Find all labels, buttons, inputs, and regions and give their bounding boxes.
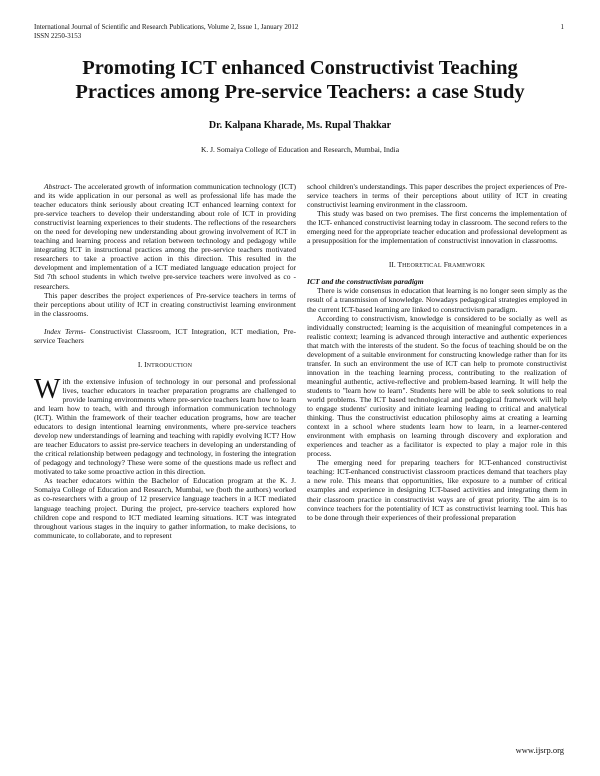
framework-paragraph-3: The emerging need for preparing teachers for ICT-enhanced constructivist teaching: ICT-enhanced constructivist classroom practices demand that teachers play a new role. This means that opportunities, like exposure to a number of critical examples and experience in designing ICT-based activities and integrating them in their classroom practice in constructivist ways are of great priority. The aim is to convince teachers for the potentiality of ICT as constructivist learning tool. This has to be done through their experiences of their professional preparation xyxy=(307,458,567,522)
abstract-label: Abstract- xyxy=(44,182,73,191)
title-line-2: Practices among Pre-service Teachers: a case Study xyxy=(75,81,525,103)
index-terms-label: Index Terms- xyxy=(44,326,86,336)
framework-paragraph-1: There is wide consensus in education that learning is no longer seen simply as the result of a transmission of knowledge. Nowadays pedagogical strategies employed in the current ICT-based learning are linked to constructivism paradigm. xyxy=(307,286,567,314)
issn: ISSN 2250-3153 xyxy=(34,32,82,40)
index-terms-text: Constructivist Classroom, ICT Integration, ICT mediation, Pre-service Teachers xyxy=(34,326,296,345)
journal-citation: International Journal of Scientific and Research Publications, Volume 2, Issue 1, January 2012 xyxy=(34,23,299,31)
intro-continuation: school children's understandings. This paper describes the project experiences of Pre-service teachers in terms of their perceptions about utility of ICT in creating constructivist learning environment in the classroom. xyxy=(307,182,567,210)
authors: Dr. Kalpana Kharade, Ms. Rupal Thakkar xyxy=(208,120,392,131)
running-header xyxy=(34,23,298,41)
index-terms xyxy=(34,327,296,345)
title-line-1: Promoting ICT enhanced Constructivist Teaching xyxy=(82,57,518,79)
abstract-paragraph-2: This paper describes the project experiences of Pre-service teachers in terms of their perceptions about utility of ICT in creating constructivist learning environment in the classrooms. xyxy=(34,290,296,318)
section-numeral: II. xyxy=(388,260,396,270)
footer-url: www.ijsrp.org xyxy=(515,745,564,755)
section-first-letter: T xyxy=(397,260,403,270)
section-rest: RAMEWORK xyxy=(447,263,486,270)
section-first-letter: F xyxy=(443,260,448,270)
intro-paragraph-1 xyxy=(34,373,296,477)
section-numeral: I. xyxy=(137,359,143,369)
abstract-text: The accelerated growth of information communication technology (ICT) and its wide application in our personal as well as professional life has made the teacher educators think seriously about creating ICT enhanced learning context for pre-service teachers to develop their understanding about role of ICT in providing constructivist learning experiences to their students. The reflections of the researchers on the need for developing new understanding about growing involvement of ICT in teaching and learning process and relation between technology and pedagogy while integrating ICT in instructional practices among the pre-service teachers motivated researchers to take a proactive action in this direction. This resulted in the development and implementation of a ICT mediated language education project for Std 7th school students in which twelve pre-service teachers were involved as co -researchers. xyxy=(34,182,296,291)
paper-title xyxy=(20,56,580,104)
study-premises-paragraph: This study was based on two premises. The first concerns the implementation of the ICT- enhanced constructivist learning today in classroom. The second refers to the emerging need for the appropriate teacher education and professional development as a presupposition for the implementation of constructivist innovation in classrooms. xyxy=(307,209,567,246)
section-heading-introduction xyxy=(34,360,296,371)
section-rest: NTRODUCTION xyxy=(146,362,193,369)
section-rest: HEORETICAL xyxy=(402,263,442,270)
drop-cap: W xyxy=(34,373,61,405)
abstract xyxy=(34,182,296,291)
subheading-ict-constructivism: ICT and the constructivism paradigm xyxy=(307,277,424,287)
section-heading-theoretical-framework xyxy=(307,260,567,271)
right-column xyxy=(307,182,567,522)
section-first-letter: I xyxy=(144,359,147,369)
framework-paragraph-2: According to constructivism, knowledge is considered to be socially as well as individually constructed; learning is the acquisition of meaningful competences in a realistic context; learning is advanced through interactive and authentic experiences that match with the interests of the student. So the focus of teaching should be on the development of a suitable environment for constructing knowledge rather than for its transfer. In such an environment the use of ICT can help to promote constructivist innovation in the teaching learning process, contributing to the realization of meaningful authentic, active-reflective and problem-based learning. It will help the students to "learn how to learn". Students here will be able to seek solutions to real world problems. The ICT based technological and pedagogical framework will help to engage students' curiosity and initiate learning leading to critical and analytical thinking. Thus the constructivist education philosophy aims at creating a learning context in a school where students learn how to learn, in a learner-centered environment with emphasis on learning through discovery and exploration and experiences and teacher as a facilitator is expected to play a major role in this process. xyxy=(307,313,567,459)
left-column xyxy=(34,182,296,540)
intro-paragraph-1-text: ith the extensive infusion of technology in our personal and professional lives, teacher educators in teacher preparation programs are challenged to provide learning environments where pre-service teachers learn how to learn and learn how to teach, with and through information communication technology (ICT). Within the framework of their teacher education programs, how are teacher educators to design intentional learning environments, where pre-service teachers develop new understandings of learning and teaching with rapidly evolving ICT? How are teacher Educators to assist pre-service teachers in developing an understanding of the critical relationship between pedagogy and technology, in fostering the integration of pedagogy and technology? These were some of the questions made us reflect and motivated to take some proactive action in this direction. xyxy=(34,376,296,477)
page-number: 1 xyxy=(560,23,564,31)
intro-paragraph-2: As teacher educators within the Bachelor of Education program at the K. J. Somaiya College of Education and Research, Mumbai, we (both the authors) worked as co-researchers with a group of 12 preservice language teachers in a ICT mediated language teaching project. During the project, pre-service teachers explored how children cope and respond to ICT mediated learning situations. ICT was integrated throughout various stages in the inquiry to gather information, to make decisions, to communicate, to collaborate, and to represent xyxy=(34,476,296,540)
affiliation: K. J. Somaiya College of Education and Research, Mumbai, India xyxy=(200,145,400,154)
